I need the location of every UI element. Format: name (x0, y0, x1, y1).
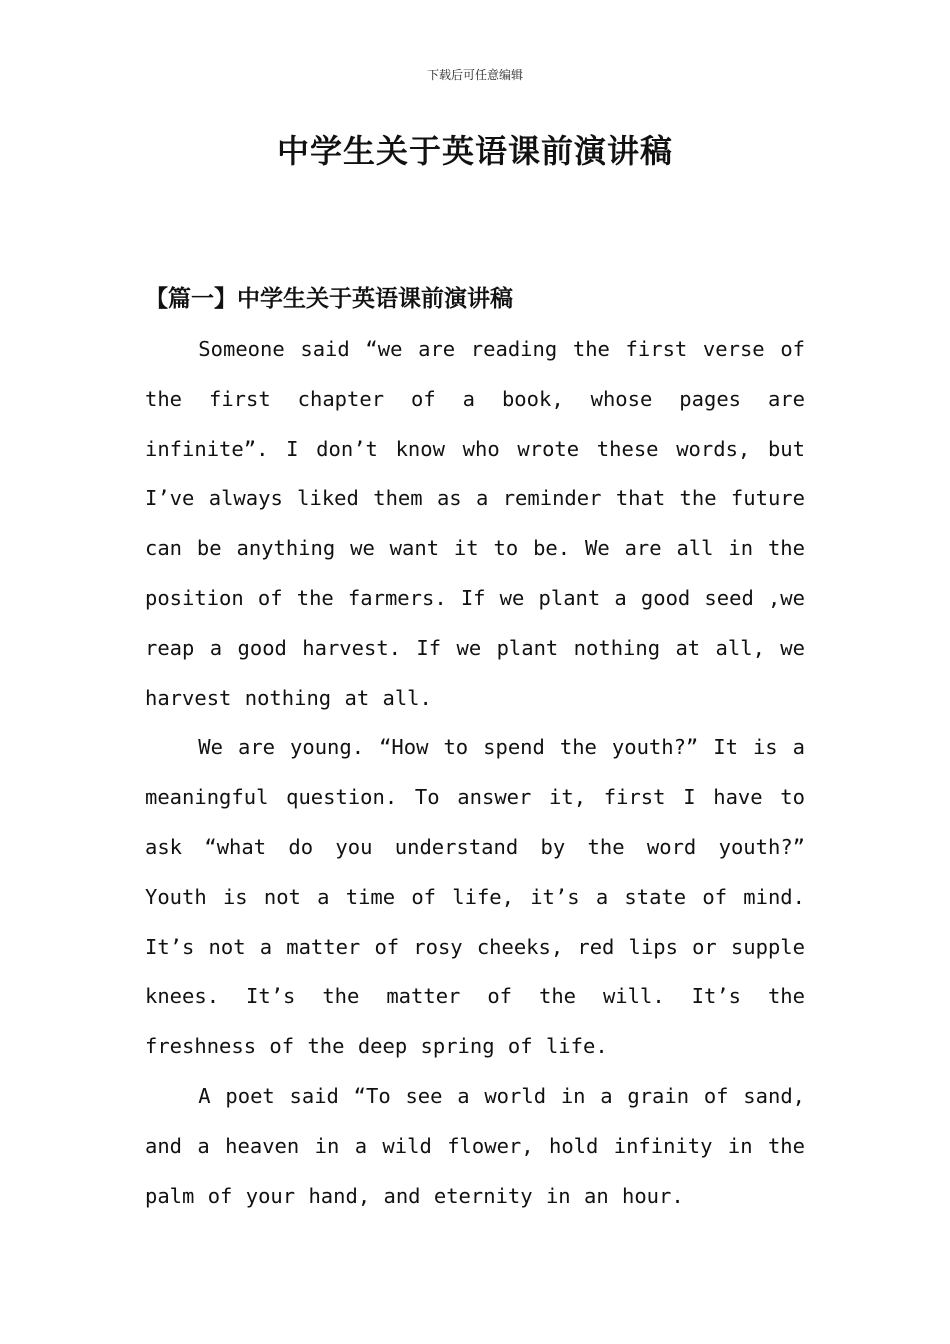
paragraph-3: A poet said “To see a world in a grain of sand, and a heaven in a wild flower, hold infinity in the palm of your hand, and eternity in an hour. (145, 1083, 805, 1208)
section-heading: 【篇一】中学生关于英语课前演讲稿 (145, 285, 513, 312)
paragraph-2: We are young. “How to spend the youth?” It is a meaningful question. To answer it, first I have to ask “what do you understand by the word youth?” Youth is not a time of life, it’s a state of mind. It’s not a matter of rosy cheeks, red lips or supple knees. It’s the matter of the will. It’s the freshness of the deep spring of life. (145, 735, 805, 1059)
document-title: 中学生关于英语课前演讲稿 (276, 132, 673, 170)
paragraph-1: Someone said “we are reading the first verse of the first chapter of a book, whose pages are infinite”. I don’t know who wrote these words, but I’ve always liked them as a reminder that the future can be anything we want it to be. We are all in the position of the farmers. If we plant a good seed ,we reap a good harvest. If we plant nothing at all, we harvest nothing at all. (145, 337, 805, 710)
document-body (145, 325, 805, 1221)
header-note: 下载后可任意编辑 (426, 68, 523, 82)
